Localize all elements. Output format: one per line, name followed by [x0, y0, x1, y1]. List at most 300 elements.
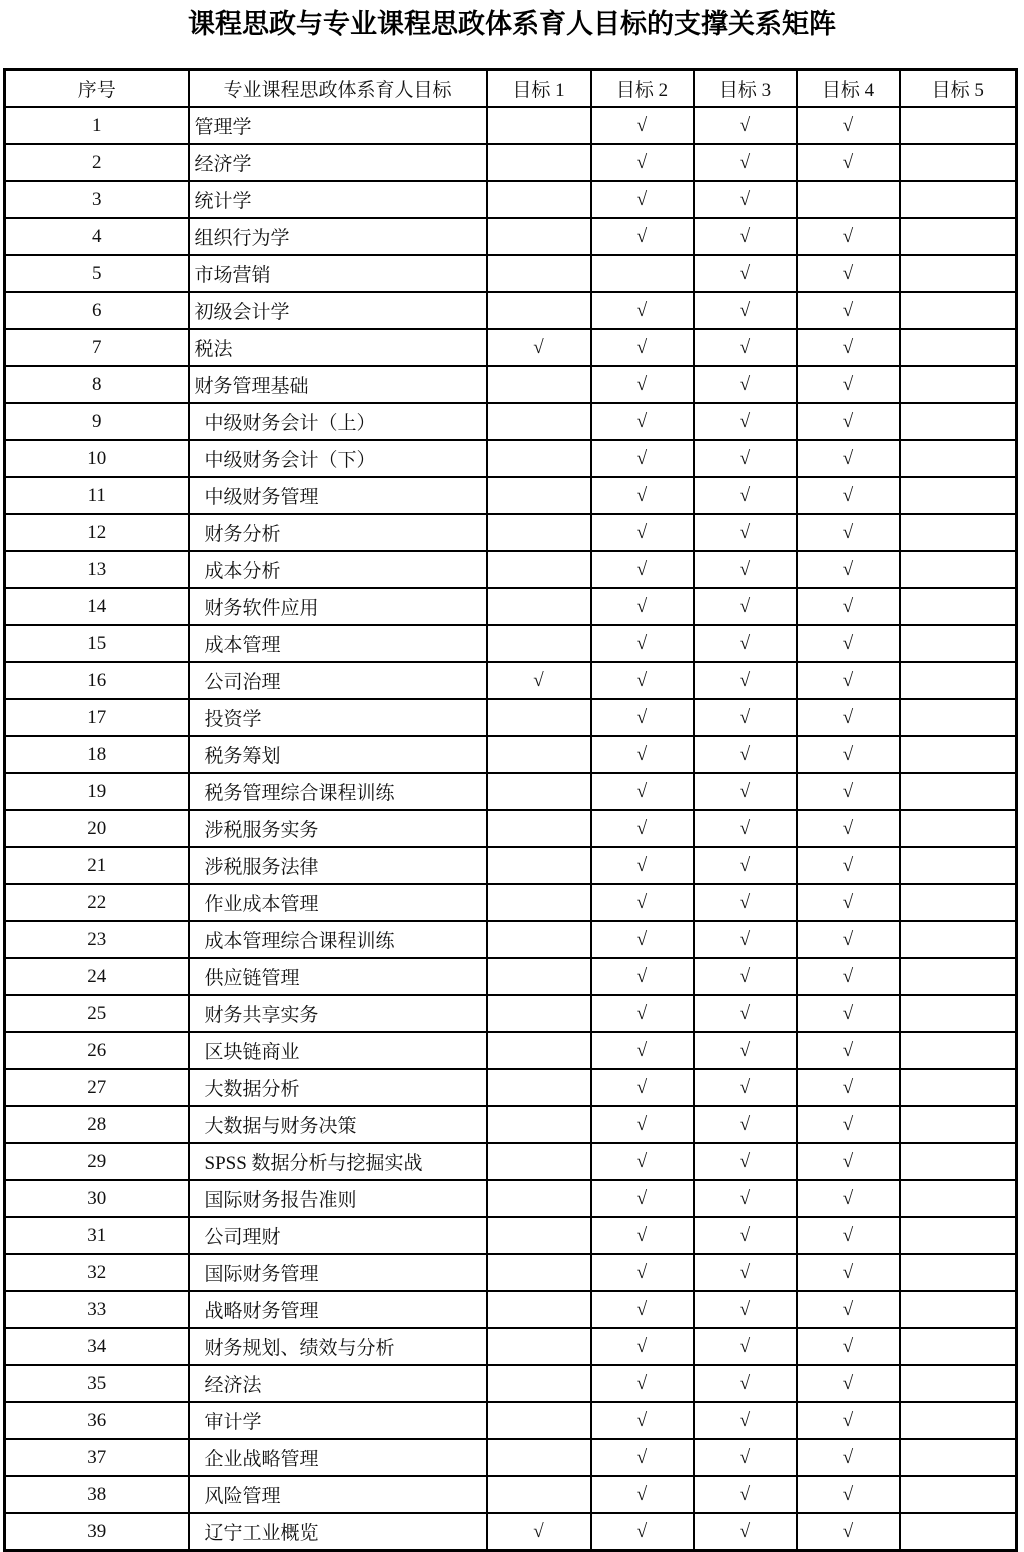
goal-2-check-cell: √ — [591, 699, 694, 736]
goal-4-check-cell: √ — [797, 995, 900, 1032]
goal-2-check-cell: √ — [591, 1476, 694, 1513]
row-number-cell: 32 — [5, 1254, 189, 1291]
goal-4-check-cell: √ — [797, 1254, 900, 1291]
row-number-cell: 4 — [5, 218, 189, 255]
goal-2-check-cell — [591, 255, 694, 292]
goal-5-check-cell — [900, 884, 1017, 921]
row-number-cell: 37 — [5, 1439, 189, 1476]
course-name-cell: 中级财务会计（下） — [189, 440, 487, 477]
goal-2-check-cell: √ — [591, 403, 694, 440]
header-cell-goal-5: 目标 5 — [900, 70, 1017, 108]
goal-4-check-cell: √ — [797, 255, 900, 292]
goal-2-check-cell: √ — [591, 1328, 694, 1365]
goal-1-check-cell — [487, 1365, 591, 1402]
goal-2-check-cell: √ — [591, 847, 694, 884]
table-row — [5, 1143, 1017, 1180]
goal-1-check-cell — [487, 1402, 591, 1439]
goal-4-check-cell: √ — [797, 736, 900, 773]
goal-4-check-cell: √ — [797, 588, 900, 625]
goal-1-check-cell: √ — [487, 662, 591, 699]
goal-2-check-cell: √ — [591, 1291, 694, 1328]
goal-2-check-cell: √ — [591, 181, 694, 218]
goal-3-check-cell: √ — [694, 403, 797, 440]
goal-4-check-cell: √ — [797, 884, 900, 921]
table-row — [5, 699, 1017, 736]
goal-3-check-cell: √ — [694, 625, 797, 662]
goal-1-check-cell — [487, 107, 591, 144]
row-number-cell: 38 — [5, 1476, 189, 1513]
goal-4-check-cell: √ — [797, 107, 900, 144]
row-number-cell: 5 — [5, 255, 189, 292]
goal-1-check-cell — [487, 144, 591, 181]
goal-4-check-cell: √ — [797, 477, 900, 514]
table-row — [5, 551, 1017, 588]
goal-3-check-cell: √ — [694, 847, 797, 884]
goal-3-check-cell: √ — [694, 255, 797, 292]
goal-3-check-cell: √ — [694, 810, 797, 847]
goal-1-check-cell — [487, 1439, 591, 1476]
table-row — [5, 1402, 1017, 1439]
goal-5-check-cell — [900, 514, 1017, 551]
goal-1-check-cell — [487, 1032, 591, 1069]
goal-5-check-cell — [900, 1143, 1017, 1180]
row-number-cell: 11 — [5, 477, 189, 514]
goal-3-check-cell: √ — [694, 995, 797, 1032]
goal-3-check-cell: √ — [694, 292, 797, 329]
table-row — [5, 1032, 1017, 1069]
course-name-cell: 公司理财 — [189, 1217, 487, 1254]
goal-4-check-cell: √ — [797, 218, 900, 255]
course-name-cell: 大数据分析 — [189, 1069, 487, 1106]
goal-4-check-cell: √ — [797, 773, 900, 810]
row-number-cell: 27 — [5, 1069, 189, 1106]
row-number-cell: 6 — [5, 292, 189, 329]
goal-2-check-cell: √ — [591, 144, 694, 181]
row-number-cell: 20 — [5, 810, 189, 847]
course-name-cell: 财务规划、绩效与分析 — [189, 1328, 487, 1365]
course-name-cell: 财务软件应用 — [189, 588, 487, 625]
goal-4-check-cell: √ — [797, 1402, 900, 1439]
course-name-cell: 税务管理综合课程训练 — [189, 773, 487, 810]
goal-4-check-cell: √ — [797, 1143, 900, 1180]
goal-2-check-cell: √ — [591, 551, 694, 588]
row-number-cell: 7 — [5, 329, 189, 366]
goal-4-check-cell: √ — [797, 292, 900, 329]
course-name-cell: 市场营销 — [189, 255, 487, 292]
goal-2-check-cell: √ — [591, 292, 694, 329]
goal-3-check-cell: √ — [694, 588, 797, 625]
goal-2-check-cell: √ — [591, 958, 694, 995]
course-name-cell: 财务共享实务 — [189, 995, 487, 1032]
goal-1-check-cell — [487, 1069, 591, 1106]
goal-4-check-cell: √ — [797, 440, 900, 477]
goal-4-check-cell: √ — [797, 847, 900, 884]
goal-5-check-cell — [900, 255, 1017, 292]
goal-2-check-cell: √ — [591, 588, 694, 625]
table-row — [5, 1106, 1017, 1143]
course-name-cell: 经济法 — [189, 1365, 487, 1402]
course-name-cell: 税法 — [189, 329, 487, 366]
row-number-cell: 15 — [5, 625, 189, 662]
goal-1-check-cell — [487, 1143, 591, 1180]
row-number-cell: 12 — [5, 514, 189, 551]
goal-1-check-cell — [487, 403, 591, 440]
row-number-cell: 31 — [5, 1217, 189, 1254]
goal-2-check-cell: √ — [591, 1402, 694, 1439]
goal-1-check-cell: √ — [487, 329, 591, 366]
table-row — [5, 107, 1017, 144]
table-body — [5, 107, 1017, 1551]
goal-3-check-cell: √ — [694, 366, 797, 403]
goal-3-check-cell: √ — [694, 1328, 797, 1365]
goal-1-check-cell — [487, 255, 591, 292]
goal-3-check-cell: √ — [694, 1402, 797, 1439]
table-row — [5, 588, 1017, 625]
goal-4-check-cell: √ — [797, 1365, 900, 1402]
goal-1-check-cell — [487, 588, 591, 625]
goal-5-check-cell — [900, 847, 1017, 884]
table-row — [5, 884, 1017, 921]
row-number-cell: 39 — [5, 1513, 189, 1551]
goal-1-check-cell — [487, 736, 591, 773]
goal-5-check-cell — [900, 995, 1017, 1032]
goal-4-check-cell: √ — [797, 1328, 900, 1365]
goal-2-check-cell: √ — [591, 329, 694, 366]
course-name-cell: 初级会计学 — [189, 292, 487, 329]
course-name-cell: 风险管理 — [189, 1476, 487, 1513]
table-row — [5, 218, 1017, 255]
course-name-cell: 组织行为学 — [189, 218, 487, 255]
course-name-cell: 成本管理 — [189, 625, 487, 662]
goal-5-check-cell — [900, 1106, 1017, 1143]
goal-5-check-cell — [900, 921, 1017, 958]
table-row — [5, 1439, 1017, 1476]
goal-1-check-cell — [487, 1106, 591, 1143]
course-name-cell: 管理学 — [189, 107, 487, 144]
goal-1-check-cell — [487, 699, 591, 736]
goal-5-check-cell — [900, 662, 1017, 699]
goal-5-check-cell — [900, 144, 1017, 181]
goal-2-check-cell: √ — [591, 1254, 694, 1291]
goal-1-check-cell — [487, 1180, 591, 1217]
course-name-cell: SPSS 数据分析与挖掘实战 — [189, 1143, 487, 1180]
course-name-cell: 投资学 — [189, 699, 487, 736]
goal-5-check-cell — [900, 1439, 1017, 1476]
course-name-cell: 涉税服务法律 — [189, 847, 487, 884]
goal-4-check-cell: √ — [797, 551, 900, 588]
row-number-cell: 14 — [5, 588, 189, 625]
goal-3-check-cell: √ — [694, 1254, 797, 1291]
goal-2-check-cell: √ — [591, 1143, 694, 1180]
goal-4-check-cell: √ — [797, 1217, 900, 1254]
goal-1-check-cell — [487, 1291, 591, 1328]
header-cell-goal-2: 目标 2 — [591, 70, 694, 108]
goal-3-check-cell: √ — [694, 329, 797, 366]
goal-4-check-cell: √ — [797, 1513, 900, 1551]
table-row — [5, 736, 1017, 773]
goal-1-check-cell — [487, 995, 591, 1032]
table-row — [5, 1476, 1017, 1513]
course-name-cell: 作业成本管理 — [189, 884, 487, 921]
table-row — [5, 1069, 1017, 1106]
goal-5-check-cell — [900, 1180, 1017, 1217]
goal-3-check-cell: √ — [694, 1217, 797, 1254]
goal-4-check-cell: √ — [797, 1106, 900, 1143]
goal-3-check-cell: √ — [694, 1476, 797, 1513]
goal-5-check-cell — [900, 773, 1017, 810]
support-matrix-table — [3, 68, 1018, 1552]
goal-1-check-cell — [487, 1328, 591, 1365]
goal-2-check-cell: √ — [591, 366, 694, 403]
table-row — [5, 1217, 1017, 1254]
course-name-cell: 国际财务管理 — [189, 1254, 487, 1291]
goal-4-check-cell: √ — [797, 144, 900, 181]
goal-4-check-cell: √ — [797, 810, 900, 847]
row-number-cell: 35 — [5, 1365, 189, 1402]
goal-2-check-cell: √ — [591, 625, 694, 662]
goal-3-check-cell: √ — [694, 218, 797, 255]
goal-1-check-cell — [487, 1217, 591, 1254]
table-row — [5, 440, 1017, 477]
goal-3-check-cell: √ — [694, 551, 797, 588]
goal-2-check-cell: √ — [591, 1106, 694, 1143]
table-row — [5, 958, 1017, 995]
row-number-cell: 8 — [5, 366, 189, 403]
goal-5-check-cell — [900, 1069, 1017, 1106]
goal-4-check-cell: √ — [797, 329, 900, 366]
goal-4-check-cell: √ — [797, 514, 900, 551]
table-row — [5, 329, 1017, 366]
row-number-cell: 13 — [5, 551, 189, 588]
page-title: 课程思政与专业课程思政体系育人目标的支撑关系矩阵 — [188, 9, 836, 39]
row-number-cell: 24 — [5, 958, 189, 995]
goal-4-check-cell: √ — [797, 1476, 900, 1513]
goal-3-check-cell: √ — [694, 1180, 797, 1217]
table-row — [5, 477, 1017, 514]
goal-1-check-cell — [487, 366, 591, 403]
goal-4-check-cell — [797, 181, 900, 218]
goal-5-check-cell — [900, 588, 1017, 625]
goal-1-check-cell — [487, 181, 591, 218]
course-name-cell: 统计学 — [189, 181, 487, 218]
goal-5-check-cell — [900, 1402, 1017, 1439]
goal-5-check-cell — [900, 366, 1017, 403]
goal-1-check-cell — [487, 1476, 591, 1513]
goal-3-check-cell: √ — [694, 699, 797, 736]
goal-4-check-cell: √ — [797, 662, 900, 699]
table-row — [5, 1513, 1017, 1551]
course-name-cell: 企业战略管理 — [189, 1439, 487, 1476]
header-cell-index: 序号 — [5, 70, 189, 108]
table-row — [5, 847, 1017, 884]
goal-3-check-cell: √ — [694, 107, 797, 144]
goal-4-check-cell: √ — [797, 1291, 900, 1328]
goal-2-check-cell: √ — [591, 1180, 694, 1217]
goal-3-check-cell: √ — [694, 921, 797, 958]
goal-5-check-cell — [900, 1476, 1017, 1513]
goal-1-check-cell — [487, 921, 591, 958]
table-row — [5, 1365, 1017, 1402]
goal-5-check-cell — [900, 107, 1017, 144]
row-number-cell: 1 — [5, 107, 189, 144]
row-number-cell: 34 — [5, 1328, 189, 1365]
goal-5-check-cell — [900, 1365, 1017, 1402]
goal-5-check-cell — [900, 403, 1017, 440]
goal-2-check-cell: √ — [591, 662, 694, 699]
goal-5-check-cell — [900, 1032, 1017, 1069]
goal-3-check-cell: √ — [694, 773, 797, 810]
goal-3-check-cell: √ — [694, 144, 797, 181]
course-name-cell: 战略财务管理 — [189, 1291, 487, 1328]
goal-4-check-cell: √ — [797, 366, 900, 403]
goal-5-check-cell — [900, 625, 1017, 662]
row-number-cell: 10 — [5, 440, 189, 477]
goal-4-check-cell: √ — [797, 1032, 900, 1069]
table-row — [5, 773, 1017, 810]
course-name-cell: 财务分析 — [189, 514, 487, 551]
course-name-cell: 大数据与财务决策 — [189, 1106, 487, 1143]
header-cell-goal-3: 目标 3 — [694, 70, 797, 108]
table-row — [5, 255, 1017, 292]
goal-3-check-cell: √ — [694, 1069, 797, 1106]
goal-2-check-cell: √ — [591, 884, 694, 921]
table-row — [5, 181, 1017, 218]
goal-3-check-cell: √ — [694, 958, 797, 995]
course-name-cell: 涉税服务实务 — [189, 810, 487, 847]
table-row — [5, 1254, 1017, 1291]
course-name-cell: 区块链商业 — [189, 1032, 487, 1069]
table-row — [5, 292, 1017, 329]
goal-3-check-cell: √ — [694, 736, 797, 773]
table-row — [5, 514, 1017, 551]
table-row — [5, 625, 1017, 662]
table-row — [5, 921, 1017, 958]
goal-1-check-cell — [487, 810, 591, 847]
goal-3-check-cell: √ — [694, 1032, 797, 1069]
goal-3-check-cell: √ — [694, 1106, 797, 1143]
row-number-cell: 18 — [5, 736, 189, 773]
goal-4-check-cell: √ — [797, 699, 900, 736]
goal-5-check-cell — [900, 810, 1017, 847]
goal-5-check-cell — [900, 329, 1017, 366]
goal-5-check-cell — [900, 736, 1017, 773]
row-number-cell: 30 — [5, 1180, 189, 1217]
row-number-cell: 29 — [5, 1143, 189, 1180]
goal-5-check-cell — [900, 440, 1017, 477]
table-row — [5, 1180, 1017, 1217]
goal-2-check-cell: √ — [591, 921, 694, 958]
goal-2-check-cell: √ — [591, 107, 694, 144]
table-row — [5, 1328, 1017, 1365]
goal-2-check-cell: √ — [591, 1513, 694, 1551]
row-number-cell: 33 — [5, 1291, 189, 1328]
course-name-cell: 财务管理基础 — [189, 366, 487, 403]
row-number-cell: 9 — [5, 403, 189, 440]
goal-1-check-cell — [487, 958, 591, 995]
course-name-cell: 公司治理 — [189, 662, 487, 699]
table-row — [5, 995, 1017, 1032]
course-name-cell: 审计学 — [189, 1402, 487, 1439]
goal-2-check-cell: √ — [591, 736, 694, 773]
goal-3-check-cell: √ — [694, 514, 797, 551]
table-row — [5, 662, 1017, 699]
goal-3-check-cell: √ — [694, 440, 797, 477]
table-row — [5, 810, 1017, 847]
goal-2-check-cell: √ — [591, 995, 694, 1032]
goal-1-check-cell — [487, 884, 591, 921]
goal-2-check-cell: √ — [591, 810, 694, 847]
goal-5-check-cell — [900, 958, 1017, 995]
goal-3-check-cell: √ — [694, 1291, 797, 1328]
row-number-cell: 21 — [5, 847, 189, 884]
row-number-cell: 2 — [5, 144, 189, 181]
goal-2-check-cell: √ — [591, 773, 694, 810]
goal-4-check-cell: √ — [797, 403, 900, 440]
goal-3-check-cell: √ — [694, 477, 797, 514]
table-row — [5, 144, 1017, 181]
table-row — [5, 366, 1017, 403]
goal-2-check-cell: √ — [591, 440, 694, 477]
goal-3-check-cell: √ — [694, 1439, 797, 1476]
course-name-cell: 中级财务会计（上） — [189, 403, 487, 440]
goal-1-check-cell — [487, 1254, 591, 1291]
goal-5-check-cell — [900, 181, 1017, 218]
goal-5-check-cell — [900, 477, 1017, 514]
goal-3-check-cell: √ — [694, 1365, 797, 1402]
header-row — [5, 70, 1017, 108]
row-number-cell: 36 — [5, 1402, 189, 1439]
goal-5-check-cell — [900, 218, 1017, 255]
goal-5-check-cell — [900, 292, 1017, 329]
goal-2-check-cell: √ — [591, 1032, 694, 1069]
goal-4-check-cell: √ — [797, 1180, 900, 1217]
goal-2-check-cell: √ — [591, 477, 694, 514]
goal-2-check-cell: √ — [591, 1069, 694, 1106]
row-number-cell: 19 — [5, 773, 189, 810]
goal-5-check-cell — [900, 1291, 1017, 1328]
course-name-cell: 辽宁工业概览 — [189, 1513, 487, 1551]
goal-3-check-cell: √ — [694, 662, 797, 699]
goal-4-check-cell: √ — [797, 1439, 900, 1476]
course-name-cell: 中级财务管理 — [189, 477, 487, 514]
course-name-cell: 经济学 — [189, 144, 487, 181]
goal-2-check-cell: √ — [591, 218, 694, 255]
goal-2-check-cell: √ — [591, 1439, 694, 1476]
course-name-cell: 税务筹划 — [189, 736, 487, 773]
goal-3-check-cell: √ — [694, 884, 797, 921]
goal-4-check-cell: √ — [797, 625, 900, 662]
goal-5-check-cell — [900, 1254, 1017, 1291]
course-name-cell: 成本管理综合课程训练 — [189, 921, 487, 958]
goal-1-check-cell: √ — [487, 1513, 591, 1551]
row-number-cell: 16 — [5, 662, 189, 699]
goal-5-check-cell — [900, 1328, 1017, 1365]
course-name-cell: 供应链管理 — [189, 958, 487, 995]
row-number-cell: 23 — [5, 921, 189, 958]
goal-1-check-cell — [487, 440, 591, 477]
goal-5-check-cell — [900, 551, 1017, 588]
header-cell-goal-1: 目标 1 — [487, 70, 591, 108]
goal-1-check-cell — [487, 477, 591, 514]
goal-2-check-cell: √ — [591, 1217, 694, 1254]
goal-3-check-cell: √ — [694, 181, 797, 218]
goal-1-check-cell — [487, 514, 591, 551]
row-number-cell: 3 — [5, 181, 189, 218]
goal-3-check-cell: √ — [694, 1143, 797, 1180]
goal-5-check-cell — [900, 699, 1017, 736]
goal-1-check-cell — [487, 218, 591, 255]
table-row — [5, 403, 1017, 440]
